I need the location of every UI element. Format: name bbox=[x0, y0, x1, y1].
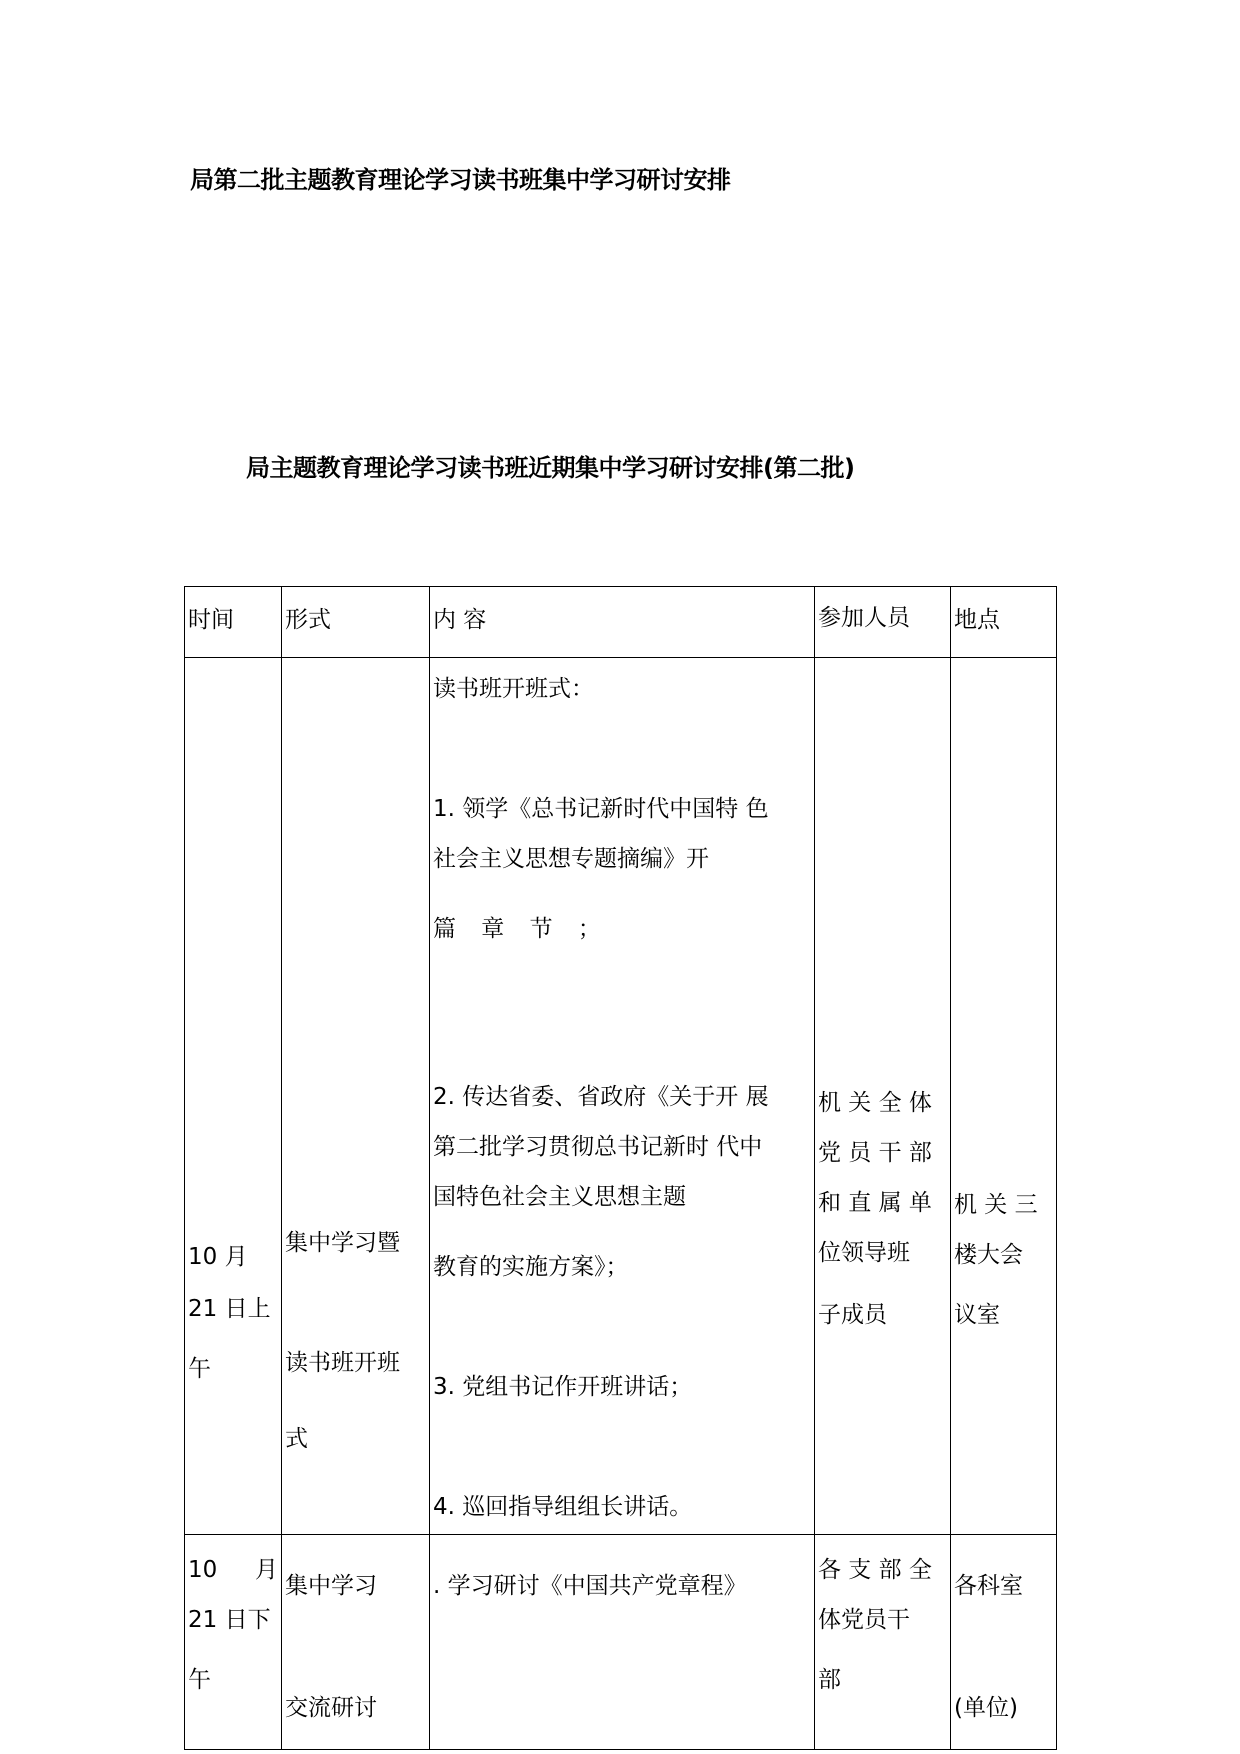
time-line: 21 日下 bbox=[188, 1607, 271, 1633]
people-line: 机 关 全 体 bbox=[818, 1090, 932, 1116]
schedule-table bbox=[184, 586, 1057, 1750]
table-header-row bbox=[185, 587, 1057, 658]
content-line: . 学习研讨《中国共产党章程》 bbox=[433, 1573, 747, 1599]
time-line: 午 bbox=[188, 1667, 211, 1693]
content-line: 第二批学习贯彻总书记新时 代中 bbox=[433, 1134, 763, 1160]
table-row bbox=[185, 658, 1057, 1535]
form-line: 集中学习暨 bbox=[285, 1230, 400, 1256]
time-line: 21 日上 bbox=[188, 1296, 271, 1322]
place-cell bbox=[951, 1535, 1057, 1750]
header-time-cell bbox=[185, 587, 282, 658]
content-line: 篇 章 节 ； bbox=[433, 916, 610, 942]
content-line: 社会主义思想专题摘编》开 bbox=[433, 846, 709, 872]
time-line: 10 月 bbox=[188, 1244, 248, 1270]
header-people-cell bbox=[815, 587, 951, 658]
table-title: 局主题教育理论学习读书班近期集中学习研讨安排(第二批) bbox=[246, 454, 855, 482]
people-line: 子成员 bbox=[818, 1302, 887, 1328]
header-content: 内 容 bbox=[433, 607, 487, 633]
time-line: 月 bbox=[255, 1557, 278, 1583]
people-line: 各 支 部 全 bbox=[818, 1557, 932, 1583]
content-line: 1. 领学《总书记新时代中国特 色 bbox=[433, 796, 769, 822]
form-cell bbox=[282, 658, 430, 1535]
header-form-cell bbox=[282, 587, 430, 658]
table-row bbox=[185, 1535, 1057, 1750]
people-line: 位领导班 bbox=[818, 1240, 910, 1266]
content-line: 国特色社会主义思想主题 bbox=[433, 1184, 686, 1210]
content-cell bbox=[430, 658, 815, 1535]
form-line: 式 bbox=[285, 1426, 308, 1452]
content-line: 2. 传达省委、省政府《关于开 展 bbox=[433, 1084, 769, 1110]
time-cell bbox=[185, 1535, 282, 1750]
place-line: (单位) bbox=[954, 1695, 1018, 1721]
people-line: 体党员干 bbox=[818, 1607, 910, 1633]
header-form: 形式 bbox=[285, 607, 331, 633]
content-line: 4. 巡回指导组组长讲话。 bbox=[433, 1494, 693, 1520]
header-place-cell bbox=[951, 587, 1057, 658]
header-time: 时间 bbox=[188, 607, 234, 633]
document-title: 局第二批主题教育理论学习读书班集中学习研讨安排 bbox=[190, 166, 731, 194]
people-cell bbox=[815, 1535, 951, 1750]
people-line: 部 bbox=[818, 1667, 841, 1693]
place-line: 楼大会 bbox=[954, 1242, 1023, 1268]
content-line: 3. 党组书记作开班讲话； bbox=[433, 1374, 693, 1400]
place-cell bbox=[951, 658, 1057, 1535]
form-line: 集中学习 bbox=[285, 1573, 377, 1599]
form-cell bbox=[282, 1535, 430, 1750]
place-line: 议室 bbox=[954, 1302, 1000, 1328]
content-line: 教育的实施方案》； bbox=[433, 1254, 629, 1280]
place-line: 各科室 bbox=[954, 1573, 1023, 1599]
header-people: 参加人员 bbox=[818, 605, 910, 631]
form-line: 交流研讨 bbox=[285, 1695, 377, 1721]
place-line: 机 关 三 bbox=[954, 1192, 1038, 1218]
form-line: 读书班开班 bbox=[285, 1350, 400, 1376]
time-cell bbox=[185, 658, 282, 1535]
people-cell bbox=[815, 658, 951, 1535]
time-line: 午 bbox=[188, 1356, 211, 1382]
header-place: 地点 bbox=[954, 607, 1000, 633]
time-line: 10 bbox=[188, 1557, 218, 1583]
people-line: 和 直 属 单 bbox=[818, 1190, 932, 1216]
content-line: 读书班开班式： bbox=[433, 676, 594, 702]
people-line: 党 员 干 部 bbox=[818, 1140, 932, 1166]
header-content-cell bbox=[430, 587, 815, 658]
content-cell bbox=[430, 1535, 815, 1750]
